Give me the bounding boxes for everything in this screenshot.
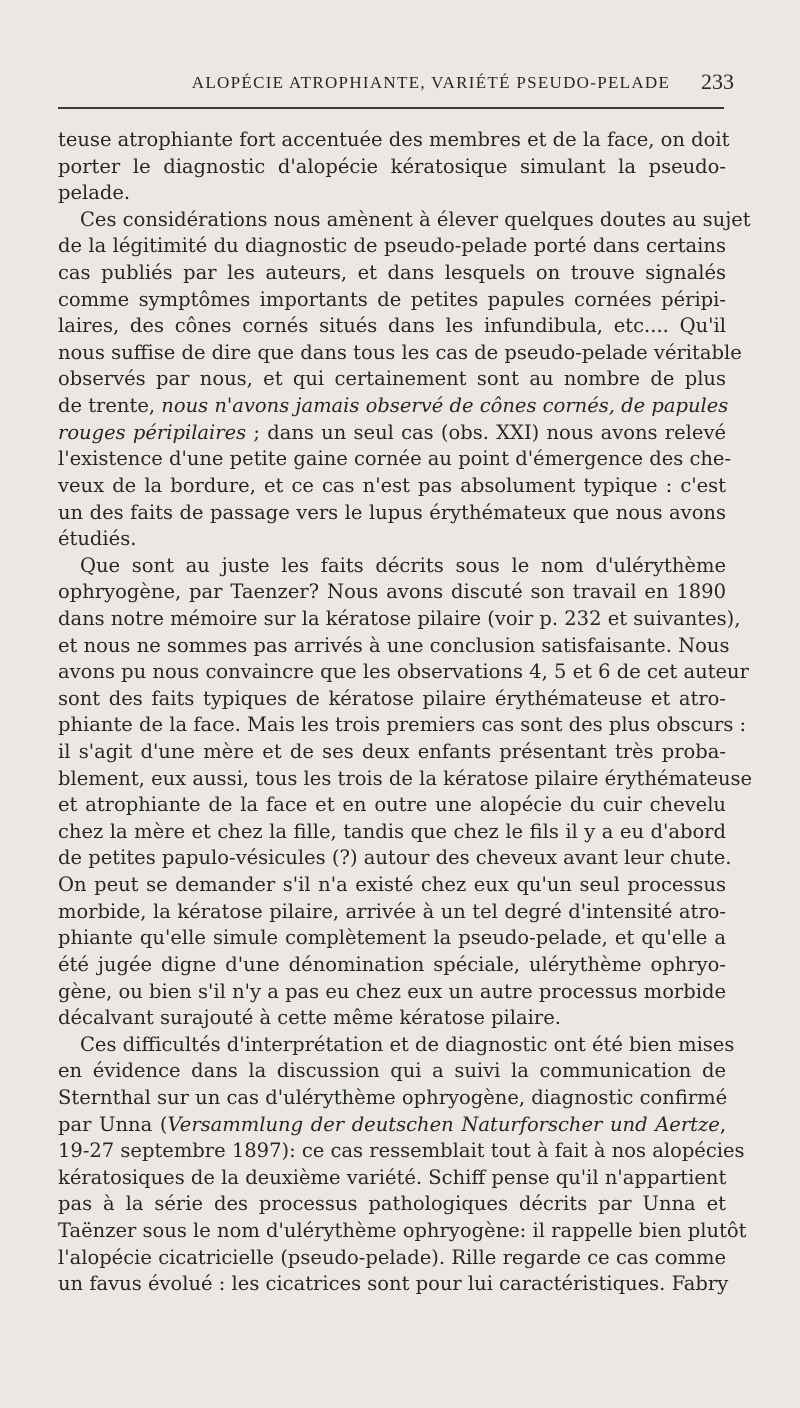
text-line: chez la mère et chez la fille, tandis que chez le fils il y a eu d'abord	[58, 819, 726, 843]
text-line: Que sont au juste les faits décrits sous le nom d'ulérythème	[80, 553, 726, 577]
text-line: un favus évolué : les cicatrices sont pour lui caractéristiques. Fabry	[58, 1272, 729, 1296]
text-line: il s'agit d'une mère et de ses deux enfants présentant très proba-	[58, 740, 726, 764]
text-line: observés par nous, et qui certainement sont au nombre de plus	[58, 367, 726, 391]
text-line: dans notre mémoire sur la kératose pilaire (voir p. 232 et suivantes),	[58, 606, 741, 630]
italic-emphasis: rouges péripilaires	[58, 420, 247, 444]
text-line: l'existence d'une petite gaine cornée au point d'émergence des che-	[58, 447, 732, 471]
text-line: Ces considérations nous amènent à élever quelques doutes au sujet	[80, 207, 751, 231]
text-line: de la légitimité du diagnostic de pseudo-pelade porté dans certains	[58, 234, 726, 258]
text-line: Sternthal sur un cas d'ulérythème ophryogène, diagnostic confirmé	[58, 1085, 728, 1109]
text-line: et atrophiante de la face et en outre une alopécie du cuir chevelu	[58, 793, 726, 817]
text-line: l'alopécie cicatricielle (pseudo-pelade). Rille regarde ce cas comme	[58, 1245, 726, 1269]
text-line: porter le diagnostic d'alopécie kératosique simulant la pseudo-	[58, 154, 726, 178]
body-text	[58, 127, 753, 1298]
text-segment: de trente,	[58, 394, 156, 418]
text-line: sont des faits typiques de kératose pilaire érythémateuse et atro-	[58, 686, 726, 710]
text-line: 19-27 septembre 1897): ce cas ressemblait tout à fait à nos alopécies	[58, 1139, 745, 1163]
text-line: pelade.	[58, 181, 131, 205]
italic-citation: Versammlung der deutschen Naturforscher und Aertze	[167, 1112, 720, 1136]
text-line: veux de la bordure, et ce cas n'est pas absolument typique : c'est	[58, 473, 726, 497]
text-line: cas publiés par les auteurs, et dans lesquels on trouve signalés	[58, 261, 726, 285]
text-line: décalvant surajouté à cette même kératose pilaire.	[58, 1006, 561, 1030]
text-line: On peut se demander s'il n'a existé chez eux qu'un seul processus	[58, 873, 726, 897]
text-line: Ces difficultés d'interprétation et de diagnostic ont été bien mises	[80, 1032, 735, 1056]
italic-emphasis: nous n'avons jamais observé de cônes cornés, de papules	[161, 394, 729, 418]
text-line: étudiés.	[58, 527, 137, 551]
text-line: gène, ou bien s'il n'y a pas eu chez eux un autre processus morbide	[58, 979, 726, 1003]
text-line: teuse atrophiante fort accentuée des membres et de la face, on doit	[58, 128, 730, 151]
text-line: laires, des cônes cornés situés dans les infundibula, etc.... Qu'il	[58, 314, 726, 338]
text-line: de petites papulo-vésicules (?) autour des cheveux avant leur chute.	[58, 846, 732, 870]
text-line: phiante de la face. Mais les trois premiers cas sont des plus obscurs :	[58, 713, 747, 737]
text-line: ophryogène, par Taenzer? Nous avons discuté son travail en 1890	[58, 580, 726, 604]
text-line: kératosiques de la deuxième variété. Schiff pense qu'il n'appartient	[58, 1165, 727, 1189]
running-head: ALOPÉCIE ATROPHIANTE, VARIÉTÉ PSEUDO-PELADE	[191, 73, 671, 92]
text-line: morbide, la kératose pilaire, arrivée à un tel degré d'intensité atro-	[58, 899, 726, 923]
text-line	[58, 420, 726, 447]
text-line: un des faits de passage vers le lupus érythémateux que nous avons	[58, 500, 726, 524]
header-rule	[58, 107, 724, 109]
text-line: nous suffise de dire que dans tous les cas de pseudo-pelade véritable	[58, 340, 742, 364]
text-line: comme symptômes importants de petites papules cornées péripi-	[58, 287, 726, 311]
text-line	[58, 393, 729, 420]
page-number: 233	[701, 69, 734, 94]
text-line: blement, eux aussi, tous les trois de la kératose pilaire érythémateuse	[58, 766, 753, 790]
text-line: phiante qu'elle simule complètement la pseudo-pelade, et qu'elle a	[58, 926, 726, 950]
text-line: Taënzer sous le nom d'ulérythème ophryogène: il rappelle bien plutôt	[58, 1218, 747, 1242]
text-line: été jugée digne d'une dénomination spéciale, ulérythème ophryo-	[58, 952, 726, 976]
text-segment: ; dans un seul cas (obs. XXI) nous avons relevé	[253, 420, 726, 444]
text-line: avons pu nous convaincre que les observations 4, 5 et 6 de cet auteur	[58, 660, 749, 684]
text-segment: ,	[719, 1112, 727, 1136]
text-line: en évidence dans la discussion qui a suivi la communication de	[58, 1059, 726, 1083]
text-line: pas à la série des processus pathologiques décrits par Unna et	[58, 1192, 726, 1216]
text-line	[58, 1112, 726, 1139]
text-segment: par Unna (	[58, 1112, 168, 1136]
text-line: et nous ne sommes pas arrivés à une conclusion satisfaisante. Nous	[58, 633, 730, 657]
page-header	[58, 69, 734, 101]
